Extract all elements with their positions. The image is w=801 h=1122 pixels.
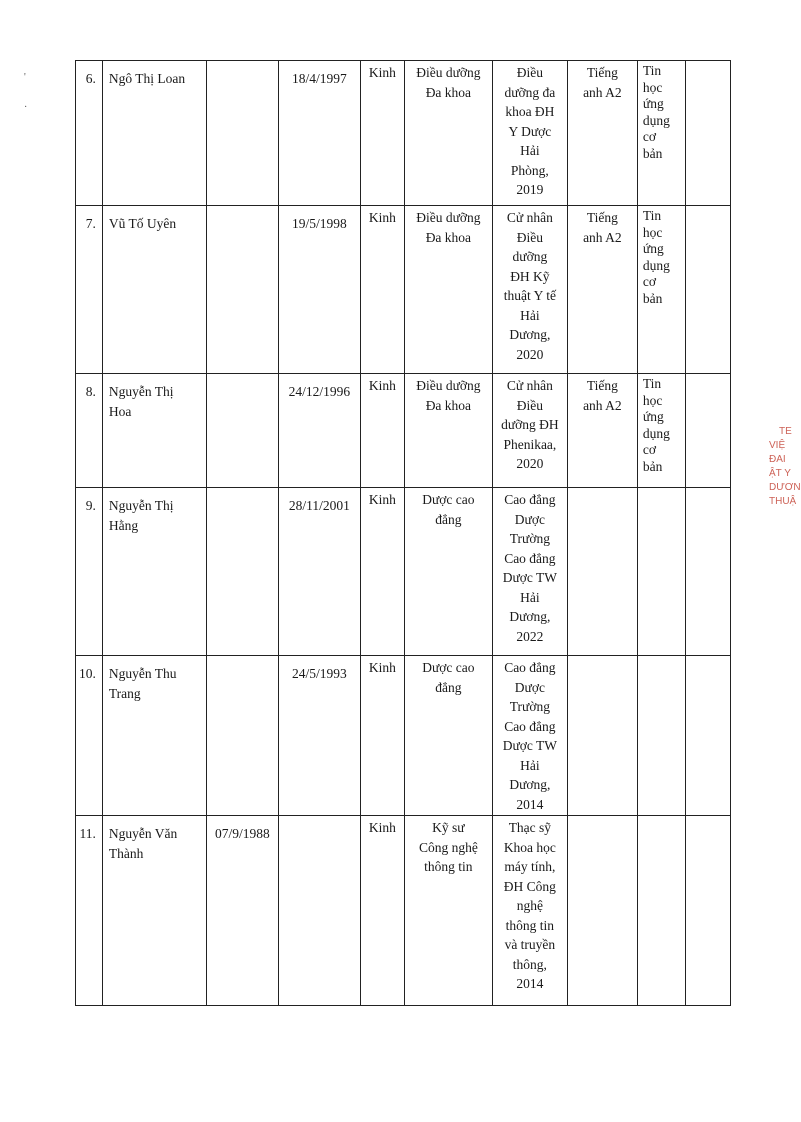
stamp-text: DƯƠN — [769, 482, 801, 493]
language-cert-line: anh A2 — [583, 397, 622, 413]
it-cert-line: ứng — [642, 96, 664, 111]
person-name-line: Hoa — [108, 403, 132, 419]
qualification-cell — [492, 488, 567, 656]
it-cert-line: dụng — [642, 425, 670, 441]
qualification-cell — [492, 61, 567, 206]
ethnicity: Kinh — [368, 378, 396, 393]
qualification-line: Dược — [514, 511, 545, 527]
birth-date-male-cell — [206, 656, 278, 816]
birth-date-female: 24/12/1996 — [288, 384, 351, 399]
ethnicity: Kinh — [368, 492, 396, 507]
qualification-cell — [492, 374, 567, 488]
language-cert-cell — [567, 374, 637, 488]
it-cert-line: cơ — [642, 274, 657, 289]
qualification-line: 2020 — [516, 346, 544, 362]
birth-date-female: 18/4/1997 — [291, 71, 347, 86]
person-name-cell — [102, 61, 206, 206]
it-cert-line: ứng — [642, 241, 664, 256]
job-position-line: Điều dưỡng — [416, 65, 481, 80]
person-name-line: Hằng — [108, 517, 139, 533]
birth-date-female-cell — [278, 374, 360, 488]
it-cert-line: dụng — [642, 257, 670, 273]
job-position-cell — [404, 206, 492, 374]
person-name-line: Nguyễn Thị — [108, 498, 174, 513]
job-position-line: Đa khoa — [425, 84, 472, 100]
qualification-line: Cao đẳng — [504, 718, 556, 734]
it-cert-line: học — [642, 79, 663, 95]
person-name-line: Ngô Thị Loan — [108, 71, 186, 86]
language-cert-line: Tiếng — [586, 65, 618, 80]
it-cert-cell — [637, 206, 685, 374]
birth-date-female-cell — [278, 816, 360, 1006]
language-cert-line: Tiếng — [586, 378, 618, 393]
qualification-line: Trường — [509, 531, 550, 546]
person-name-line: Nguyễn Thị — [108, 384, 174, 399]
qualification-line: Dược TW — [502, 570, 558, 585]
person-name-cell — [102, 206, 206, 374]
qualification-line: Thạc sỹ — [508, 820, 552, 835]
person-name-line: Thành — [108, 845, 144, 861]
birth-date-female-cell — [278, 206, 360, 374]
birth-date-female: 19/5/1998 — [291, 216, 347, 231]
note-cell — [685, 656, 730, 816]
it-cert-line: Tin — [642, 376, 662, 391]
qualification-line: Khoa học — [503, 839, 556, 855]
it-cert-line: học — [642, 224, 663, 240]
row-number: 11. — [79, 826, 96, 841]
table-row — [76, 206, 731, 374]
job-position-line: Dược cao — [422, 492, 475, 507]
person-name-line: Nguyễn Thu — [108, 666, 177, 681]
row-number-cell — [76, 61, 103, 206]
table-row — [76, 374, 731, 488]
birth-date-male-cell — [206, 374, 278, 488]
birth-date-male: 07/9/1988 — [214, 826, 270, 841]
stamp-text: ĐAI — [769, 454, 786, 465]
job-position-line: Công nghệ — [418, 839, 478, 855]
qualification-line: ĐH Kỹ — [510, 268, 550, 284]
job-position-cell — [404, 61, 492, 206]
row-number-cell — [76, 206, 103, 374]
person-name-cell — [102, 374, 206, 488]
qualification-line: 2019 — [516, 182, 544, 197]
qualification-line: Dương, — [509, 777, 551, 792]
it-cert-cell — [637, 374, 685, 488]
language-cert-cell — [567, 206, 637, 374]
job-position-line: Đa khoa — [425, 397, 472, 413]
qualification-line: Hải — [520, 589, 540, 605]
ethnicity: Kinh — [368, 820, 396, 835]
person-name-line: Trang — [108, 685, 141, 701]
stamp-text: TE — [779, 426, 792, 437]
it-cert-line: cơ — [642, 442, 657, 457]
stamp-text: ẬT Y — [769, 468, 791, 479]
birth-date-male-cell — [206, 61, 278, 206]
qualification-line: Hải — [520, 307, 540, 323]
qualification-line: và truyền — [504, 937, 556, 952]
qualification-line: máy tính, — [504, 859, 556, 874]
birth-date-female: 24/5/1993 — [291, 666, 347, 681]
qualification-line: ĐH Công — [503, 878, 556, 894]
qualification-line: Dương, — [509, 327, 551, 342]
ethnicity-cell — [360, 61, 404, 206]
job-position-line: đẳng — [435, 511, 462, 527]
job-position-line: Dược cao — [422, 660, 475, 675]
it-cert-line: bản — [642, 290, 663, 306]
it-cert-line: Tin — [642, 63, 662, 78]
ethnicity: Kinh — [368, 210, 396, 225]
qualification-line: thông tin — [505, 917, 555, 933]
language-cert-cell — [567, 61, 637, 206]
note-cell — [685, 61, 730, 206]
language-cert-line: anh A2 — [583, 229, 622, 245]
birth-date-female: 28/11/2001 — [288, 498, 350, 513]
qualification-line: Y Dược — [508, 123, 552, 139]
qualification-line: thông, — [512, 956, 547, 972]
qualification-cell — [492, 656, 567, 816]
table-row — [76, 816, 731, 1006]
it-cert-line: bản — [642, 145, 663, 161]
qualification-line: 2020 — [516, 456, 544, 471]
it-cert-cell — [637, 656, 685, 816]
qualification-line: Cử nhân — [506, 378, 553, 393]
job-position-line: Đa khoa — [425, 229, 472, 245]
note-cell — [685, 488, 730, 656]
qualification-line: 2022 — [516, 628, 544, 644]
qualification-line: Điều — [516, 397, 543, 413]
qualification-line: Hải — [520, 143, 540, 158]
qualification-line: Dược — [514, 679, 545, 695]
qualification-line: Điều — [516, 65, 543, 80]
row-number: 10. — [79, 666, 96, 681]
qualification-line: 2014 — [516, 976, 544, 991]
qualification-line: Hải — [520, 757, 540, 773]
stamp-text: VIỆ — [769, 440, 786, 451]
stamp-text: THUẬ — [769, 496, 797, 507]
ethnicity-cell — [360, 374, 404, 488]
language-cert-line: Tiếng — [586, 210, 618, 225]
red-seal-stamp — [763, 425, 801, 555]
qualification-line: Cao đẳng — [504, 660, 556, 675]
it-cert-line: bản — [642, 458, 663, 474]
it-cert-cell — [637, 61, 685, 206]
row-number: 8. — [85, 384, 96, 399]
ethnicity-cell — [360, 816, 404, 1006]
qualification-cell — [492, 816, 567, 1006]
ethnicity-cell — [360, 206, 404, 374]
it-cert-cell — [637, 488, 685, 656]
it-cert-line: Tin — [642, 208, 662, 223]
job-position-line: Điều dưỡng — [416, 210, 481, 225]
row-number: 6. — [85, 71, 96, 86]
it-cert-line: cơ — [642, 129, 657, 144]
qualification-line: Trường — [509, 699, 550, 714]
table-row — [76, 61, 731, 206]
job-position-cell — [404, 816, 492, 1006]
qualification-line: Cao đẳng — [504, 492, 556, 507]
qualification-line: nghệ — [516, 898, 543, 913]
ethnicity-cell — [360, 656, 404, 816]
qualification-line: dưỡng — [512, 249, 548, 264]
note-cell — [685, 816, 730, 1006]
table-row — [76, 656, 731, 816]
qualification-line: Dược TW — [502, 738, 558, 753]
it-cert-line: ứng — [642, 409, 664, 424]
language-cert-cell — [567, 816, 637, 1006]
row-number-cell — [76, 374, 103, 488]
qualification-line: thuật Y tế — [503, 288, 556, 303]
job-position-line: thông tin — [424, 859, 473, 874]
margin-mark: ' — [24, 72, 26, 83]
person-name-cell — [102, 656, 206, 816]
job-position-cell — [404, 488, 492, 656]
it-cert-cell — [637, 816, 685, 1006]
note-cell — [685, 206, 730, 374]
qualification-line: Cao đẳng — [504, 550, 556, 566]
birth-date-female-cell — [278, 656, 360, 816]
birth-date-female-cell — [278, 61, 360, 206]
person-name-line: Nguyễn Văn — [108, 826, 178, 841]
qualification-line: 2014 — [516, 796, 544, 812]
ethnicity: Kinh — [368, 660, 396, 675]
it-cert-line: học — [642, 392, 663, 408]
qualification-cell — [492, 206, 567, 374]
person-name-line: Vũ Tố Uyên — [108, 216, 177, 231]
it-cert-line: dụng — [642, 112, 670, 128]
table-body — [76, 61, 731, 1006]
birth-date-female-cell — [278, 488, 360, 656]
language-cert-line: anh A2 — [583, 84, 622, 100]
qualification-line: Điều — [516, 229, 543, 245]
staff-table — [75, 60, 731, 1006]
row-number: 7. — [85, 216, 96, 231]
qualification-line: Phòng, — [510, 162, 549, 178]
margin-mark: · — [24, 102, 28, 113]
birth-date-male-cell — [206, 488, 278, 656]
language-cert-cell — [567, 488, 637, 656]
person-name-cell — [102, 816, 206, 1006]
birth-date-male-cell — [206, 206, 278, 374]
ethnicity: Kinh — [368, 65, 396, 80]
job-position-cell — [404, 656, 492, 816]
note-cell — [685, 374, 730, 488]
row-number-cell — [76, 656, 103, 816]
table-row — [76, 488, 731, 656]
qualification-line: khoa ĐH — [505, 104, 555, 119]
birth-date-male-cell — [206, 816, 278, 1006]
person-name-cell — [102, 488, 206, 656]
job-position-line: Kỹ sư — [432, 820, 465, 835]
qualification-line: Dương, — [509, 609, 551, 624]
row-number-cell — [76, 488, 103, 656]
language-cert-cell — [567, 656, 637, 816]
job-position-line: đẳng — [435, 679, 462, 695]
qualification-line: dưỡng đa — [504, 84, 556, 100]
qualification-line: Phenikaa, — [503, 436, 557, 452]
ethnicity-cell — [360, 488, 404, 656]
qualification-line: dưỡng ĐH — [501, 417, 559, 432]
job-position-cell — [404, 374, 492, 488]
row-number-cell — [76, 816, 103, 1006]
qualification-line: Cử nhân — [506, 210, 553, 225]
job-position-line: Điều dưỡng — [416, 378, 481, 393]
row-number: 9. — [85, 498, 96, 513]
